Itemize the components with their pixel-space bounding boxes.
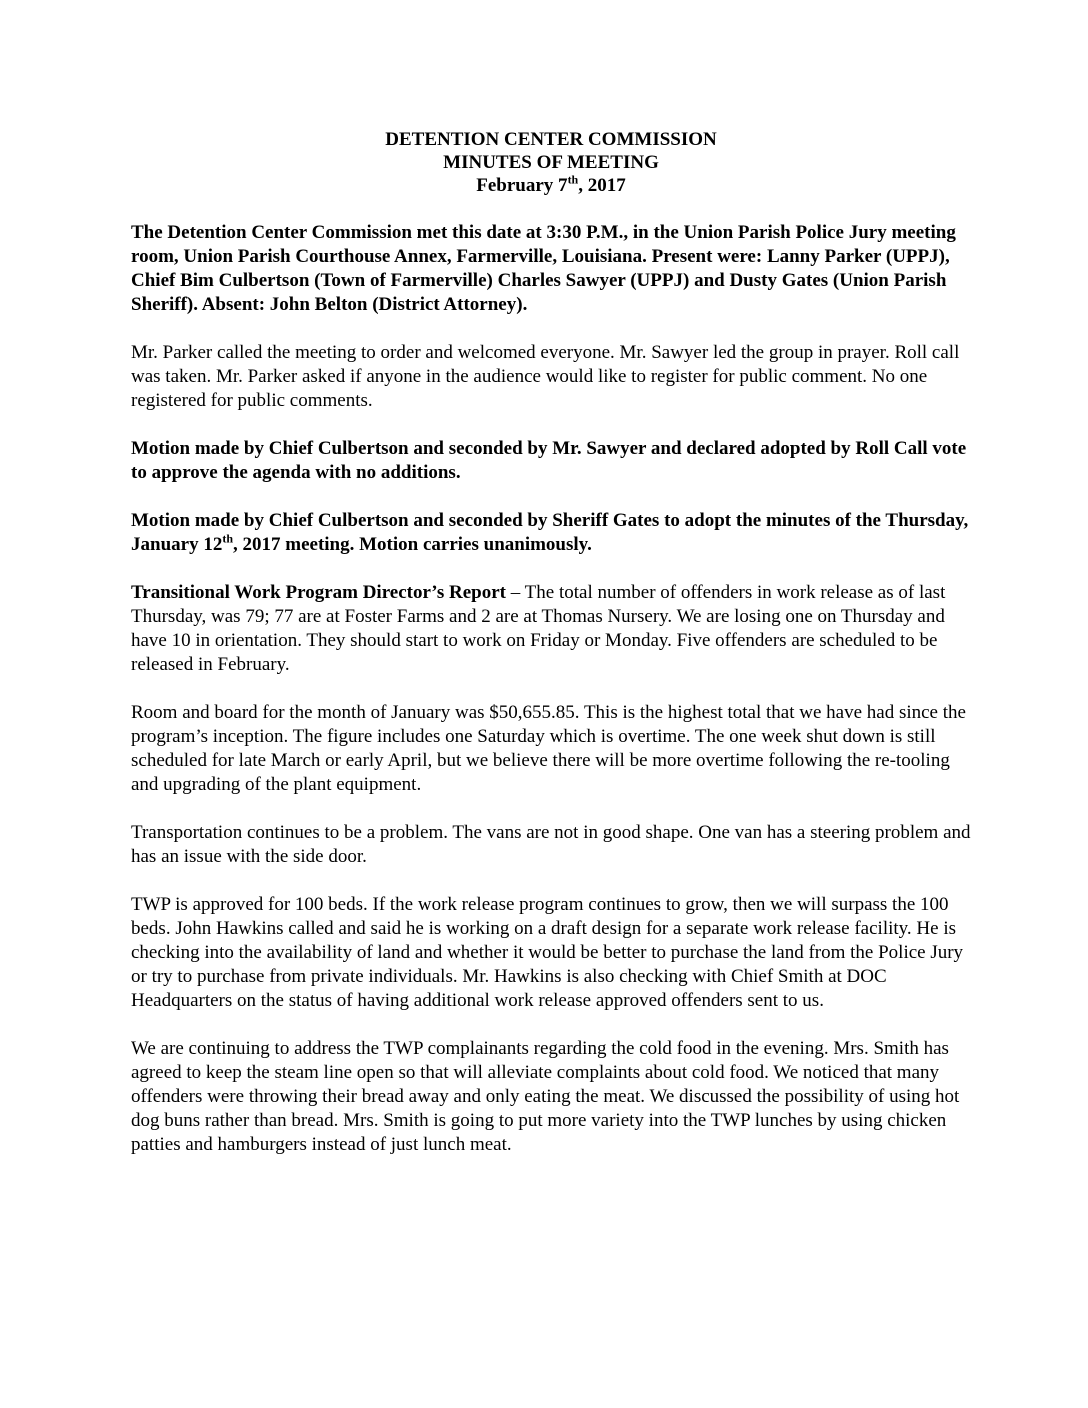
twp-report-text: – The total number of offenders in work release as of last Thursday, was 79; 77 are at Foster Farms and 2 are at Thomas Nursery. We are losing one on Thursday and have 10 in orientation. They should start to work on Friday or Monday. Five offenders are scheduled to be released in February.	[131, 582, 946, 675]
document-page	[131, 128, 971, 1181]
beds-paragraph: TWP is approved for 100 beds. If the work release program continues to grow, then we will surpass the 100 beds. John Hawkins called and said he is working on a draft design for a separate work release facility. He is checking into the availability of land and whether it would be better to purchase the land from the Police Jury or try to purchase from private individuals. Mr. Hawkins is also checking with Chief Smith at DOC Headquarters on the status of having additional work release approved offenders sent to us.	[131, 894, 964, 1011]
header-date-ordinal: th	[567, 172, 579, 187]
motion-agenda-paragraph: Motion made by Chief Culbertson and seconded by Mr. Sawyer and declared adopted by Roll Call vote to approve the agenda with no additions.	[131, 438, 967, 483]
header-subtitle: MINUTES OF MEETING	[443, 152, 659, 173]
intro-paragraph: The Detention Center Commission met this date at 3:30 P.M., in the Union Parish Police Jury meeting room, Union Parish Courthouse Annex, Farmerville, Louisiana. Present were: Lanny Parker (UPPJ), Chief Bim Culbertson (Town of Farmerville) Charles Sawyer (UPPJ) and Dusty Gates (Union Parish Sheriff). Absent: John Belton (District Attorney).	[131, 222, 956, 315]
motion-minutes-text-b: , 2017 meeting. Motion carries unanimously.	[233, 534, 592, 555]
header-date-year: , 2017	[578, 175, 626, 196]
twp-report-heading: Transitional Work Program Director’s Report	[131, 582, 507, 603]
transportation-paragraph: Transportation continues to be a problem. The vans are not in good shape. One van has a steering problem and has an issue with the side door.	[131, 822, 971, 867]
motion-minutes-paragraph	[131, 509, 971, 557]
twp-report-paragraph	[131, 581, 971, 677]
food-paragraph: We are continuing to address the TWP complainants regarding the cold food in the evening. Mrs. Smith has agreed to keep the steam line open so that will alleviate complaints about cold food. We noticed that many offenders were throwing their bread away and only eating the meat. We discussed the possibility of using hot dog buns rather than bread. Mrs. Smith is going to put more variety into the TWP lunches by using chicken patties and hamburgers instead of just lunch meat.	[131, 1038, 960, 1155]
room-board-paragraph: Room and board for the month of January was $50,655.85. This is the highest total that we have had since the program’s inception. The figure includes one Saturday which is overtime. The one week shut down is still scheduled for late March or early April, but we believe there will be more overtime following the re-tooling and upgrading of the plant equipment.	[131, 702, 966, 795]
motion-minutes-ordinal: th	[222, 531, 233, 546]
call-to-order-paragraph: Mr. Parker called the meeting to order and welcomed everyone. Mr. Sawyer led the group in prayer. Roll call was taken. Mr. Parker asked if anyone in the audience would like to register for public comment. No one registered for public comments.	[131, 342, 960, 411]
header-date	[131, 174, 971, 197]
motion-minutes-text-a: Motion made by Chief Culbertson and seconded by Sheriff Gates to adopt the minutes of the Thursday, January 12	[131, 510, 969, 555]
header-title: DETENTION CENTER COMMISSION	[385, 129, 717, 150]
header-date-month: February 7	[476, 175, 568, 196]
document-header	[131, 128, 971, 197]
